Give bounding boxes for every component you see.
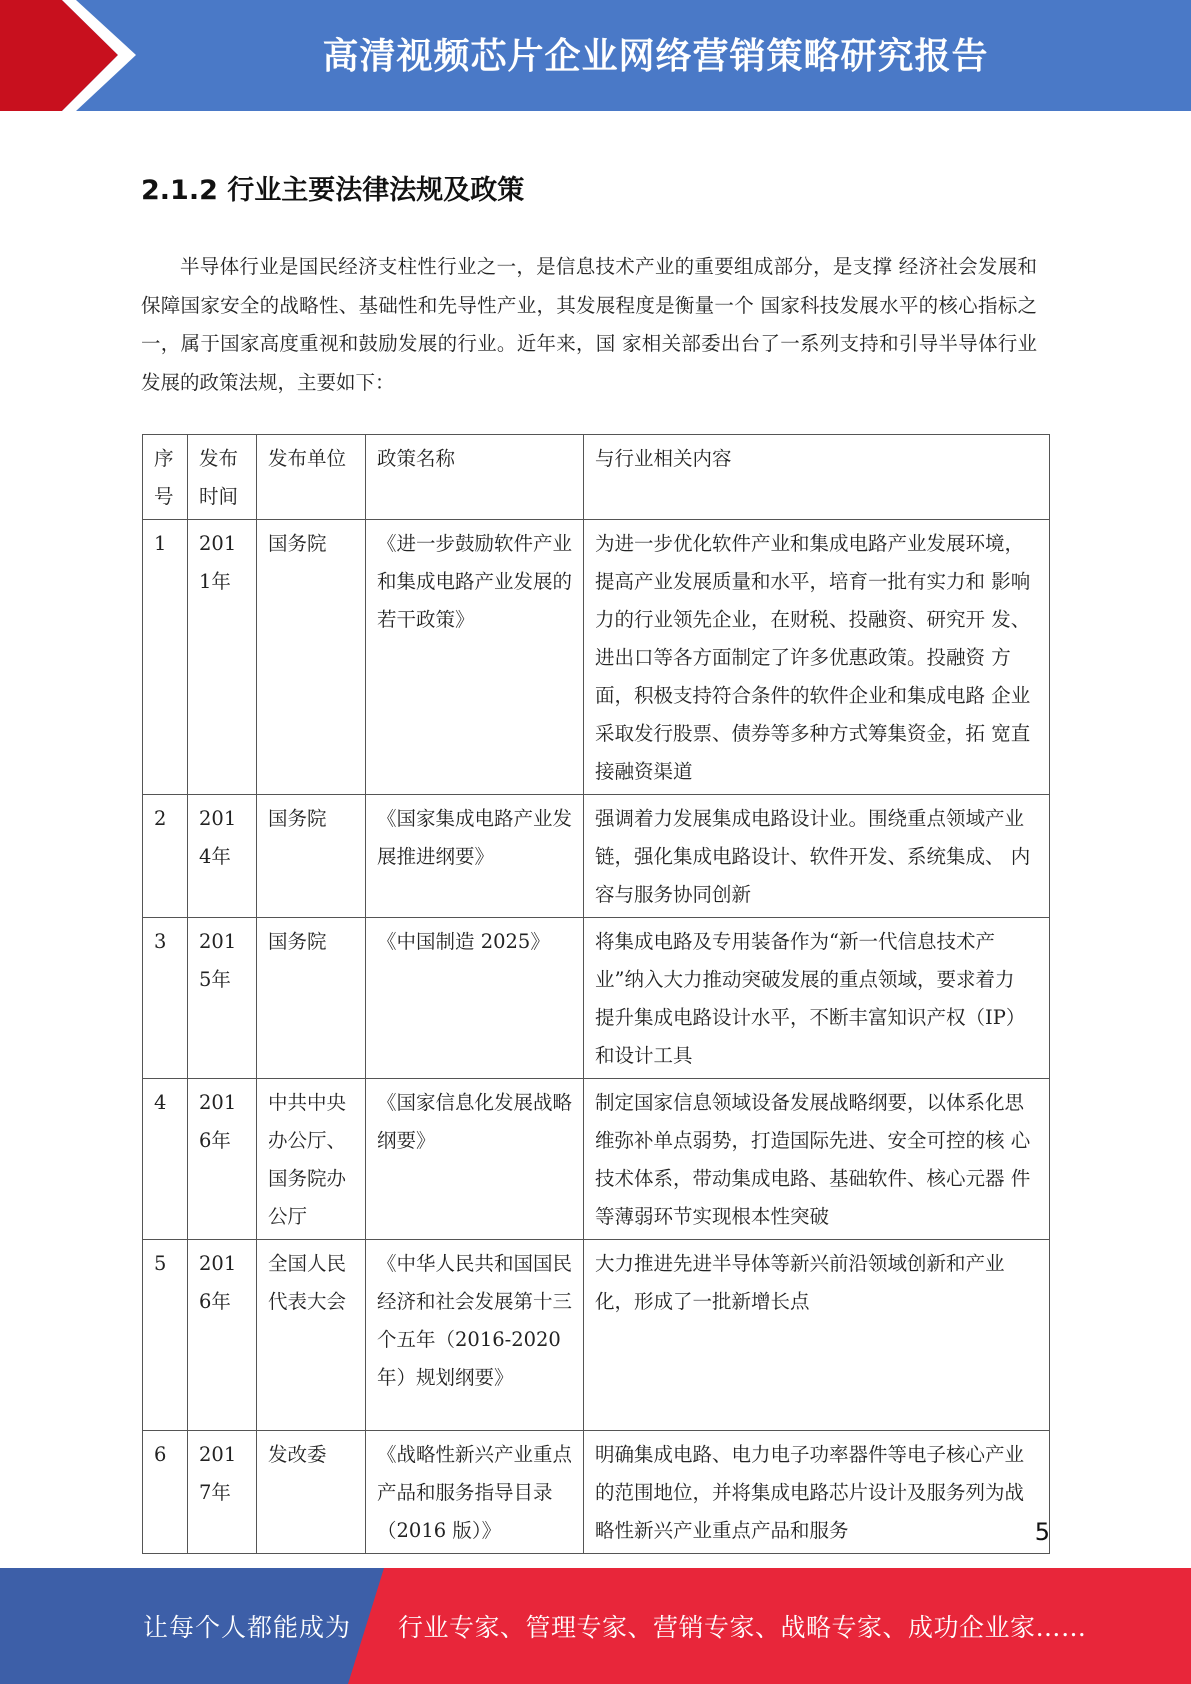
table-row (143, 1240, 1050, 1431)
cell-content: 明确集成电路、电力电子功率器件等电子核心产业的范围地位，并将集成电路芯片设计及服务列为战略性新兴产业重点产品和服务 (584, 1431, 1050, 1554)
section-heading: 2.1.2 行业主要法律法规及政策 (141, 175, 525, 206)
header-cell-no: 序号 (143, 435, 188, 520)
header-cell-date: 发布时间 (188, 435, 257, 520)
cell-policy: 《进一步鼓励软件产业和集成电路产业发展的若干政策》 (366, 520, 584, 795)
header-chevron-decoration (0, 0, 160, 111)
footer-slogan-left: 让每个人都能成为 (143, 1613, 352, 1642)
cell-no: 2 (143, 795, 188, 918)
cell-content: 大力推进先进半导体等新兴前沿领域创新和产业化，形成了一批新增长点 (584, 1240, 1050, 1431)
header-cell-content: 与行业相关内容 (584, 435, 1050, 520)
header-cell-issuer: 发布单位 (257, 435, 366, 520)
intro-paragraph: 半导体行业是国民经济支柱性行业之一，是信息技术产业的重要组成部分，是支撑 经济社会发展和保障国家安全的战略性、基础性和先导性产业，其发展程度是衡量一个 国家科技发展水平的核心指标之一，属于国家高度重视和鼓励发展的行业。近年来，国 家相关部委出台了一系列支持和引导半导体行业发展的政策法规，主要如下： (141, 255, 1037, 394)
cell-content: 将集成电路及专用装备作为“新一代信息技术产业”纳入大力推动突破发展的重点领域，要求着力 提升集成电路设计水平，不断丰富知识产权（IP） 和设计工具 (584, 918, 1050, 1079)
cell-date: 2016年 (188, 1240, 257, 1431)
policy-table (142, 434, 1050, 1554)
cell-no: 1 (143, 520, 188, 795)
cell-date: 2017年 (188, 1431, 257, 1554)
table-header-row (143, 435, 1050, 520)
cell-no: 3 (143, 918, 188, 1079)
table-row (143, 795, 1050, 918)
cell-issuer: 国务院 (257, 795, 366, 918)
cell-issuer: 全国人民代表大会 (257, 1240, 366, 1431)
cell-issuer: 发改委 (257, 1431, 366, 1554)
table-row (143, 520, 1050, 795)
cell-policy: 《中国制造 2025》 (366, 918, 584, 1079)
cell-issuer: 国务院 (257, 918, 366, 1079)
cell-date: 2014年 (188, 795, 257, 918)
cell-policy: 《国家集成电路产业发展推进纲要》 (366, 795, 584, 918)
cell-no: 5 (143, 1240, 188, 1431)
cell-content: 为进一步优化软件产业和集成电路产业发展环境，提高产业发展质量和水平，培育一批有实力和 影响力的行业领先企业，在财税、投融资、研究开 发、进出口等各方面制定了许多优惠政策。投融资 方面，积极支持符合条件的软件企业和集成电路 企业采取发行股票、债券等多种方式筹集资金，拓 宽直接融资渠道 (584, 520, 1050, 795)
table-row (143, 1431, 1050, 1554)
header-cell-policy: 政策名称 (366, 435, 584, 520)
table-row (143, 918, 1050, 1079)
cell-date: 2015年 (188, 918, 257, 1079)
cell-policy: 《战略性新兴产业重点产品和服务指导目录（2016 版）》 (366, 1431, 584, 1554)
page-header (0, 0, 1191, 111)
cell-issuer: 中共中央办公厅、国务院办公厅 (257, 1079, 366, 1240)
cell-date: 2011年 (188, 520, 257, 795)
page-number: 5 (1034, 1518, 1050, 1546)
page-footer (0, 1568, 1191, 1684)
cell-content: 强调着力发展集成电路设计业。围绕重点领域产业链，强化集成电路设计、软件开发、系统集成、 内容与服务协同创新 (584, 795, 1050, 918)
cell-content: 制定国家信息领域设备发展战略纲要，以体系化思维弥补单点弱势，打造国际先进、安全可控的核 心技术体系，带动集成电路、基础软件、核心元器 件等薄弱环节实现根本性突破 (584, 1079, 1050, 1240)
cell-no: 6 (143, 1431, 188, 1554)
table-row (143, 1079, 1050, 1240)
cell-no: 4 (143, 1079, 188, 1240)
cell-policy: 《国家信息化发展战略纲要》 (366, 1079, 584, 1240)
cell-issuer: 国务院 (257, 520, 366, 795)
cell-policy: 《中华人民共和国国民经济和社会发展第十三个五年（2016-2020 年）规划纲要》 (366, 1240, 584, 1431)
cell-date: 2016年 (188, 1079, 257, 1240)
report-title: 高清视频芯片企业网络营销策略研究报告 (322, 36, 989, 77)
footer-slogan-right: 行业专家、管理专家、营销专家、战略专家、成功企业家…… (398, 1613, 1087, 1642)
